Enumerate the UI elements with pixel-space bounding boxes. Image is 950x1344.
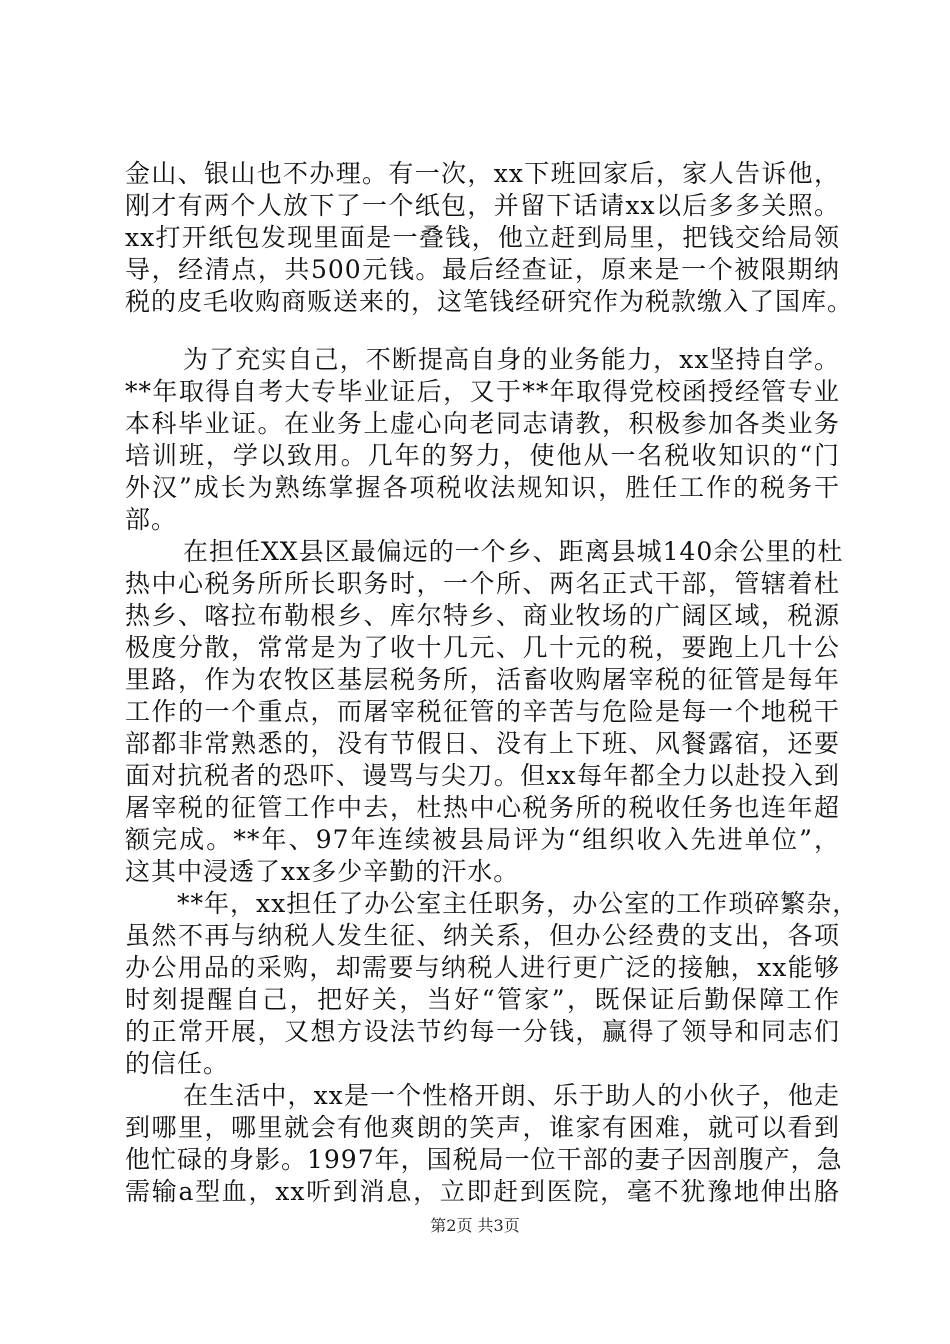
text-line: 金山、银山也不办理。有一次，xx下班回家后，家人告诉他， <box>125 159 840 188</box>
text-line: xx打开纸包发现里面是一叠钱，他立赶到局里，把钱交给局领 <box>125 223 840 252</box>
text-line: 部。 <box>125 505 178 534</box>
document-body <box>125 158 859 1208</box>
text-line: 这其中浸透了xx多少辛勤的汗水。 <box>125 857 520 886</box>
paragraph <box>125 1080 843 1208</box>
text-line: 培训班，学以致用。几年的努力，使他从一名税收知识的“门 <box>125 441 840 470</box>
text-line: 极度分散，常常是为了收十几元、几十元的税，要跑上几十公 <box>125 633 840 662</box>
paragraph <box>125 888 859 1080</box>
text-line: 面对抗税者的恐吓、谩骂与尖刀。但xx每年都全力以赴投入到 <box>125 761 840 790</box>
text-line: 本科毕业证。在业务上虚心向老同志请教，积极参加各类业务 <box>125 409 840 438</box>
paragraph <box>125 344 840 536</box>
paragraph-gap <box>125 318 840 344</box>
text-line: 在生活中，xx是一个性格开朗、乐于助人的小伙子，他走 <box>183 1081 840 1110</box>
text-line: 到哪里，哪里就会有他爽朗的笑声，谁家有困难，就可以看到 <box>125 1113 840 1142</box>
text-line: 为了充实自己，不断提高自身的业务能力，xx坚持自学。 <box>183 345 840 374</box>
text-line: 热中心税务所所长职务时，一个所、两名正式干部，管辖着杜 <box>125 569 840 598</box>
text-line: 额完成。**年、97年连续被县局评为“组织收入先进单位”， <box>125 825 840 854</box>
text-line: 虽然不再与纳税人发生征、纳关系，但办公经费的支出，各项 <box>125 921 840 950</box>
text-line: 税的皮毛收购商贩送来的，这笔钱经研究作为税款缴入了国库。 <box>125 287 854 316</box>
text-line: 时刻提醒自己，把好关，当好“管家”，既保证后勤保障工作 <box>125 985 840 1014</box>
text-line: 的信任。 <box>125 1049 230 1078</box>
text-line: 工作的一个重点，而屠宰税征管的辛苦与危险是每一个地税干 <box>125 697 840 726</box>
text-line: 部都非常熟悉的，没有节假日、没有上下班、风餐露宿，还要 <box>125 729 840 758</box>
text-line: 里路，作为农牧区基层税务所，活畜收购屠宰税的征管是每年 <box>125 665 840 694</box>
text-line: 刚才有两个人放下了一个纸包，并留下话请xx以后多多关照。 <box>125 191 840 220</box>
text-line: 办公用品的采购，却需要与纳税人进行更广泛的接触，xx能够 <box>125 953 840 982</box>
paragraph <box>125 536 844 888</box>
text-line: 热乡、喀拉布勒根乡、库尔特乡、商业牧场的广阔区域，税源 <box>125 601 840 630</box>
text-line: 导，经清点，共500元钱。最后经查证，原来是一个被限期纳 <box>125 255 840 284</box>
paragraph <box>125 158 854 318</box>
page-footer: 第2页 共3页 <box>430 1216 520 1235</box>
text-line: **年取得自考大专毕业证后，又于**年取得党校函授经管专业 <box>125 377 840 406</box>
text-line: 需输a型血，xx听到消息，立即赶到医院，毫不犹豫地伸出胳 <box>125 1177 840 1206</box>
text-line: 在担任XX县区最偏远的一个乡、距离县城140余公里的杜 <box>183 537 844 566</box>
text-line: 外汉”成长为熟练掌握各项税收法规知识，胜任工作的税务干 <box>125 473 840 502</box>
text-line: 屠宰税的征管工作中去，杜热中心税务所的税收任务也连年超 <box>125 793 840 822</box>
text-line: 的正常开展，又想方设法节约每一分钱，赢得了领导和同志们 <box>125 1017 840 1046</box>
text-line: 他忙碌的身影。1997年，国税局一位干部的妻子因剖腹产，急 <box>125 1145 843 1174</box>
text-line: **年，xx担任了办公室主任职务，办公室的工作琐碎繁杂， <box>177 889 859 918</box>
